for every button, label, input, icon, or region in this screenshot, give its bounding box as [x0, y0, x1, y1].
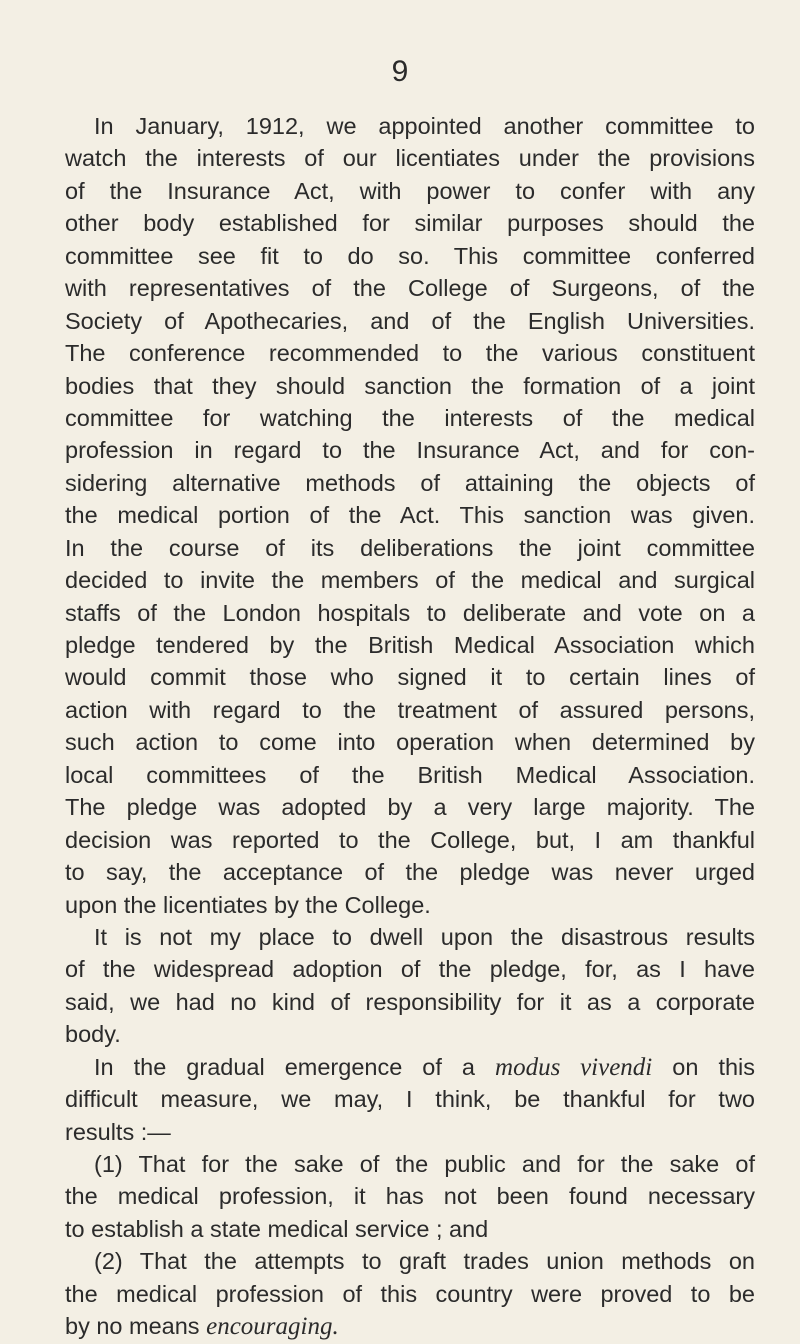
text-line: the medical profession of this country were proved to be [65, 1280, 755, 1307]
text-line: Society of Apothecaries, and of the English Universities. [65, 307, 755, 334]
text-line: would commit those who signed it to certain lines of [65, 664, 755, 691]
text-line: In January, 1912, we appointed another committee to [94, 113, 755, 139]
text-line: (2) That the attempts to graft trades union methods on [94, 1248, 755, 1275]
text-line: watch the interests of our licentiates under the provisions [65, 145, 755, 172]
text-line: In the course of its deliberations the joint committee [65, 534, 755, 561]
text-line: committee for watching the interests of the medical [65, 404, 755, 431]
text-line: body. [65, 1021, 121, 1048]
text-line: pledge tendered by the British Medical Association which [65, 632, 755, 658]
text-line: profession in regard to the Insurance Act, and for con- [65, 437, 755, 464]
text-line: such action to come into operation when determined by [65, 729, 755, 756]
page-number: 9 [391, 55, 409, 88]
text-line: The conference recommended to the various constituent [65, 340, 755, 367]
text-line: to establish a state medical service ; and [65, 1215, 489, 1242]
text-span: on this [672, 1053, 756, 1080]
text-line [65, 1310, 755, 1342]
text-line: local committees of the British Medical Association. [65, 761, 755, 788]
text-line: the medical portion of the Act. This sanction was given. [65, 502, 755, 529]
text-line: with representatives of the College of Surgeons, of the [65, 275, 755, 302]
italic-phrase: encouraging. [206, 1313, 339, 1341]
text-line: (1) That for the sake of the public and for the sake of [94, 1151, 755, 1177]
text-line: of the Insurance Act, with power to confer with any [65, 177, 755, 204]
text-line: to say, the acceptance of the pledge was never urged [65, 859, 755, 886]
text-line: decided to invite the members of the medical and surgical [65, 567, 755, 594]
text-line: decision was reported to the College, but, I am thankful [65, 826, 755, 853]
text-line [65, 1051, 755, 1083]
text-line: said, we had no kind of responsibility for it as a corporate [65, 988, 755, 1015]
text-line: staffs of the London hospitals to deliberate and vote on a [65, 599, 755, 626]
text-span: by no means [65, 1313, 200, 1340]
text-line: of the widespread adoption of the pledge, for, as I have [65, 956, 755, 983]
text-line: results :— [65, 1118, 171, 1145]
text-line: committee see fit to do so. This committee conferred [65, 242, 755, 269]
body-text [65, 110, 755, 1343]
text-line: The pledge was adopted by a very large majority. The [65, 794, 755, 821]
text-line: difficult measure, we may, I think, be thankful for two [65, 1086, 755, 1113]
text-line: sidering alternative methods of attaining the objects of [65, 469, 755, 496]
text-line: action with regard to the treatment of assured persons, [65, 696, 755, 723]
text-line: other body established for similar purposes should the [65, 210, 755, 237]
text-span: In the gradual emergence of a [94, 1053, 476, 1080]
text-line: upon the licentiates by the College. [65, 891, 431, 918]
text-line: the medical profession, it has not been found necessary [65, 1183, 755, 1210]
text-line: It is not my place to dwell upon the disastrous results [94, 923, 755, 950]
italic-phrase: modus vivendi [495, 1053, 653, 1081]
text-line: bodies that they should sanction the formation of a joint [65, 372, 755, 399]
